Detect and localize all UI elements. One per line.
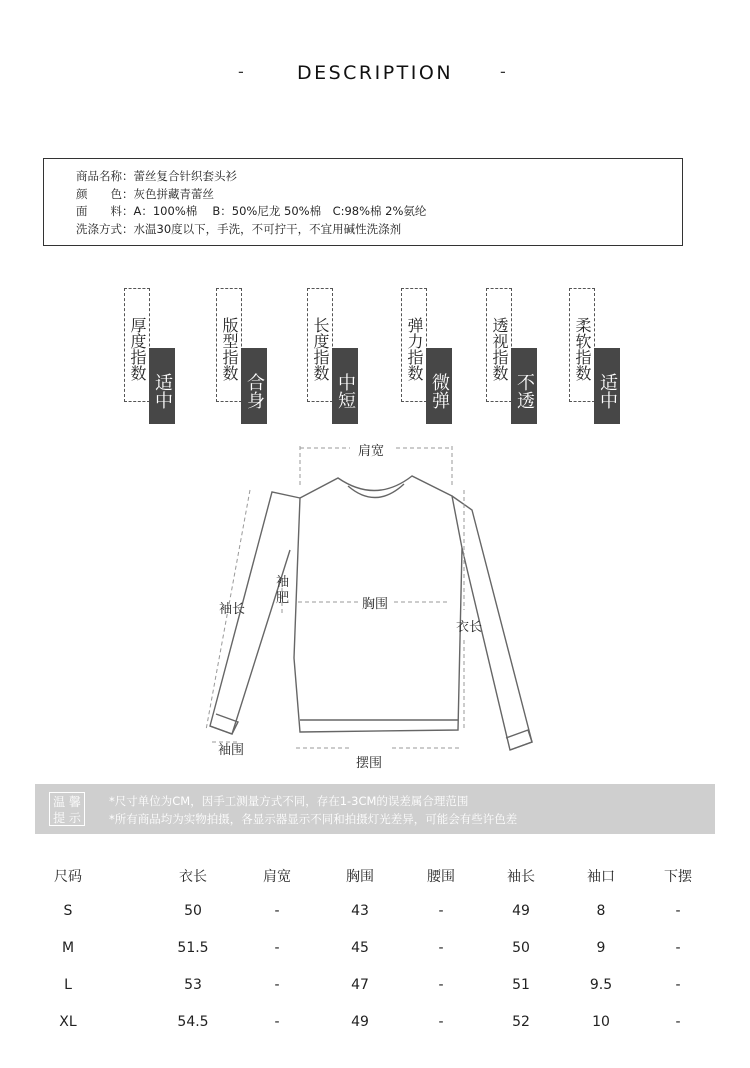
label-armhole: 袖 肥 bbox=[276, 575, 290, 606]
index-label: 版型指数 bbox=[216, 288, 242, 402]
index-value: 适中 bbox=[594, 348, 620, 424]
table-cell: - bbox=[274, 903, 280, 919]
table-cell: 47 bbox=[351, 977, 369, 993]
info-row-washing: 洗涤方式：水温30度以下，手洗，不可拧干，不宜用碱性洗涤剂 bbox=[76, 221, 402, 236]
tips-badge-line1: 温 馨 bbox=[53, 795, 81, 809]
tips-line-1: *尺寸单位为CM，因手工测量方式不同，存在1-3CM的误差属合理范围 bbox=[109, 794, 469, 808]
label-cuff: 袖围 bbox=[218, 743, 245, 758]
table-header-cell: 胸围 bbox=[346, 869, 374, 885]
table-cell: - bbox=[438, 903, 444, 919]
table-cell: - bbox=[438, 977, 444, 993]
description-header bbox=[0, 62, 750, 88]
index-label: 透视指数 bbox=[486, 288, 512, 402]
index-softness bbox=[569, 288, 621, 424]
tips-badge-line2: 提 示 bbox=[53, 811, 81, 825]
index-label: 厚度指数 bbox=[124, 288, 150, 402]
table-cell: - bbox=[675, 977, 681, 993]
table-cell: 52 bbox=[512, 1014, 530, 1030]
table-cell: 10 bbox=[592, 1014, 610, 1030]
table-cell: - bbox=[274, 1014, 280, 1030]
table-cell: 9.5 bbox=[589, 977, 613, 993]
table-cell: XL bbox=[59, 1014, 77, 1030]
tips-badge bbox=[49, 792, 85, 826]
info-row-name: 商品名称：蕾丝复合针织套头衫 bbox=[76, 169, 237, 183]
index-label: 长度指数 bbox=[307, 288, 333, 402]
table-cell: 53 bbox=[184, 977, 202, 993]
table-header-cell: 腰围 bbox=[427, 869, 455, 885]
index-fit bbox=[216, 288, 268, 424]
index-label: 柔软指数 bbox=[569, 288, 595, 402]
table-cell: S bbox=[63, 903, 73, 919]
table-cell: M bbox=[61, 940, 75, 956]
index-value: 不透 bbox=[511, 348, 537, 424]
tips-line-2: *所有商品均为实物拍摄，各显示器显示不同和拍摄灯光差异，可能会有些许色差 bbox=[109, 812, 518, 826]
index-thickness bbox=[124, 288, 176, 424]
table-header-row bbox=[0, 866, 750, 890]
table-cell: 8 bbox=[596, 903, 606, 919]
tips-banner bbox=[35, 784, 715, 834]
info-row-fabric: 面 料：A：100%棉 B：50%尼龙 50%棉 C:98%棉 2%氨纶 bbox=[76, 204, 427, 218]
table-row bbox=[0, 903, 750, 927]
label-body-length: 衣长 bbox=[456, 620, 483, 635]
table-header-cell: 肩宽 bbox=[263, 869, 291, 885]
table-row bbox=[0, 1014, 750, 1038]
index-transparency bbox=[486, 288, 538, 424]
header-dash-right: - bbox=[500, 62, 506, 81]
table-cell: - bbox=[675, 1014, 681, 1030]
info-row-color: 颜 色：灰色拼藏青蕾丝 bbox=[76, 186, 214, 201]
table-cell: 49 bbox=[351, 1014, 369, 1030]
header-dash-left: - bbox=[238, 62, 244, 81]
tips-text bbox=[109, 792, 517, 828]
table-header-cell: 袖口 bbox=[587, 869, 615, 885]
table-cell: - bbox=[438, 940, 444, 956]
garment-measurement-diagram bbox=[0, 430, 750, 780]
table-cell: 49 bbox=[512, 903, 530, 919]
label-shoulder-width: 肩宽 bbox=[358, 444, 385, 459]
product-info-box bbox=[43, 158, 683, 246]
table-row bbox=[0, 940, 750, 964]
label-hem: 摆围 bbox=[356, 756, 383, 771]
table-cell: 54.5 bbox=[177, 1014, 209, 1030]
table-header-cell: 袖长 bbox=[507, 869, 535, 885]
table-cell: - bbox=[675, 903, 681, 919]
table-header-cell: 尺码 bbox=[54, 869, 82, 885]
index-value: 适中 bbox=[149, 348, 175, 424]
index-value: 微弹 bbox=[426, 348, 452, 424]
index-elasticity bbox=[401, 288, 453, 424]
table-cell: L bbox=[64, 977, 72, 993]
table-cell: 50 bbox=[184, 903, 202, 919]
table-cell: 50 bbox=[512, 940, 530, 956]
table-header-cell: 衣长 bbox=[179, 869, 207, 885]
index-value: 合身 bbox=[241, 348, 267, 424]
index-label: 弹力指数 bbox=[401, 288, 427, 402]
table-cell: 43 bbox=[351, 903, 369, 919]
table-cell: - bbox=[438, 1014, 444, 1030]
table-cell: - bbox=[274, 940, 280, 956]
table-cell: - bbox=[675, 940, 681, 956]
table-row bbox=[0, 977, 750, 1001]
table-cell: 51 bbox=[512, 977, 530, 993]
table-cell: - bbox=[274, 977, 280, 993]
table-header-cell: 下摆 bbox=[664, 869, 692, 885]
index-value: 中短 bbox=[332, 348, 358, 424]
table-cell: 9 bbox=[596, 940, 606, 956]
table-cell: 45 bbox=[351, 940, 369, 956]
index-length bbox=[307, 288, 359, 424]
page-title: DESCRIPTION bbox=[296, 62, 454, 84]
table-cell: 51.5 bbox=[177, 940, 209, 956]
label-chest: 胸围 bbox=[362, 597, 389, 612]
label-sleeve-length: 袖长 bbox=[219, 602, 246, 617]
